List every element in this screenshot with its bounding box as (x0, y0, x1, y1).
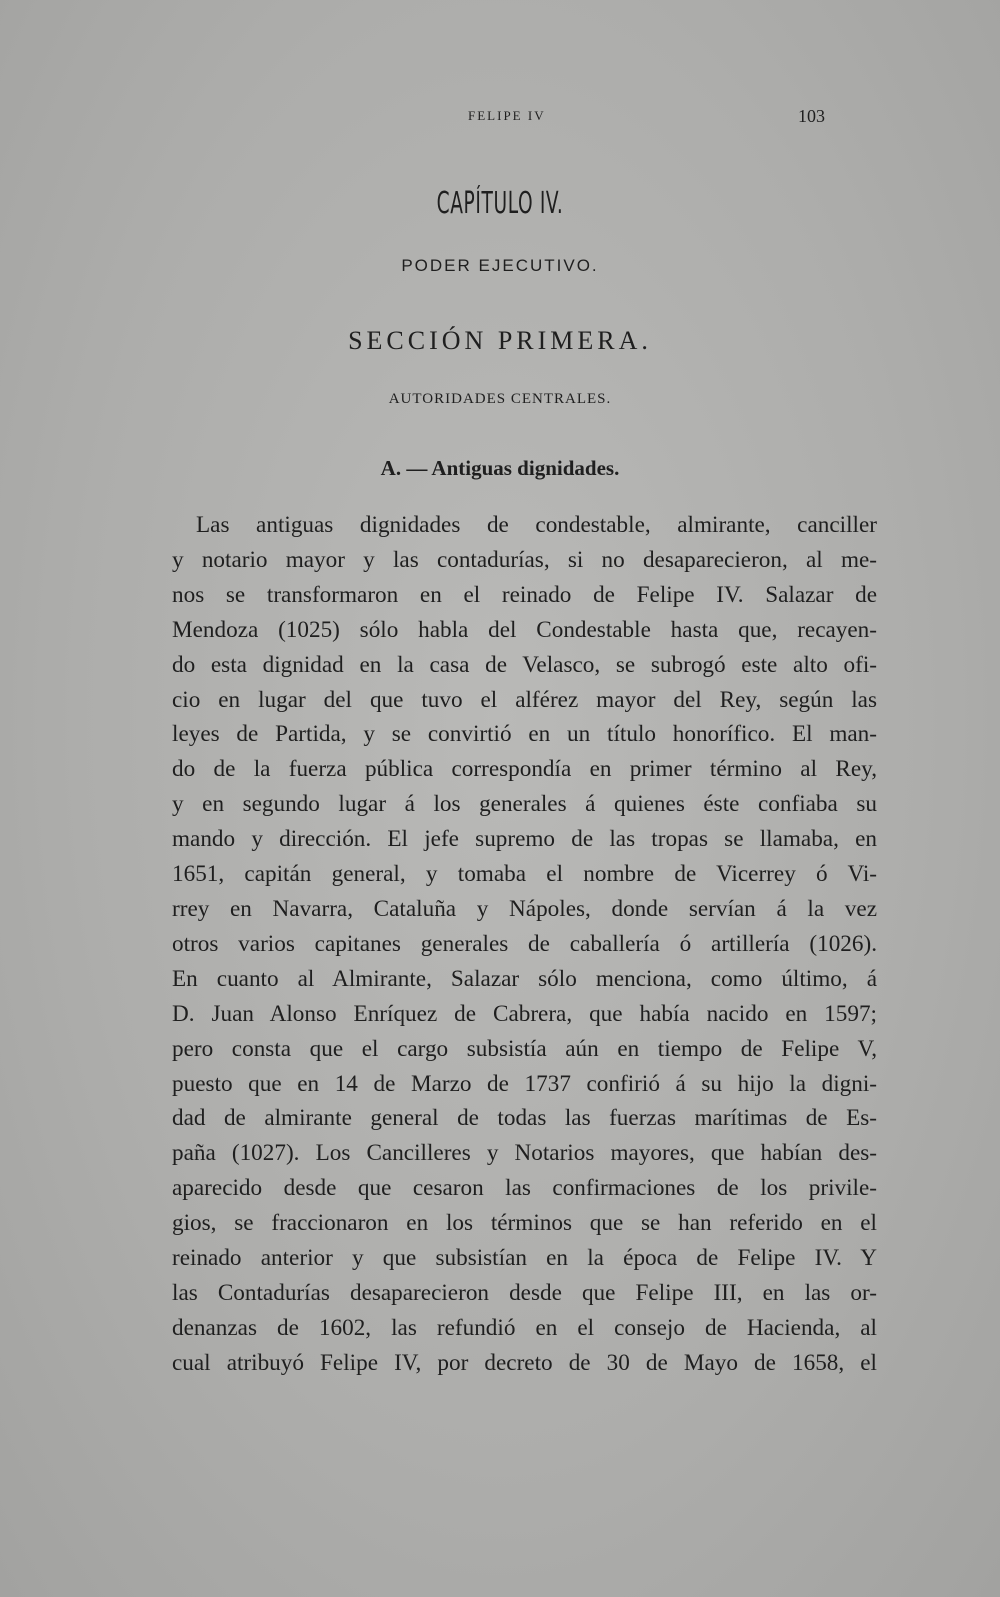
body-line: gios, se fraccionaron en los términos que se han referido en el (172, 1210, 877, 1237)
chapter-title: CAPÍTULO IV. (436, 186, 564, 221)
body-line: mando y dirección. El jefe supremo de las tropas se llamaba, en (172, 826, 877, 853)
body-line: aparecido desde que cesaron las confirmaciones de los privile- (172, 1175, 877, 1202)
body-line: reinado anterior y que subsistían en la época de Felipe IV. Y (172, 1245, 877, 1272)
body-line: do esta dignidad en la casa de Velasco, se subrogó este alto ofi- (172, 651, 877, 678)
section-title: SECCIÓN PRIMERA. (348, 326, 652, 355)
body-line: cio en lugar del que tuvo el alférez mayor del Rey, según las (172, 686, 877, 713)
body-line: dad de almirante general de todas las fuerzas marítimas de Es- (172, 1105, 877, 1132)
body-line: Mendoza (1025) sólo habla del Condestable hasta que, recayen- (172, 616, 877, 643)
subsection-title: A. — Antiguas dignidades. (380, 456, 620, 480)
body-paragraph (172, 508, 877, 1381)
body-line: En cuanto al Almirante, Salazar sólo menciona, como último, á (172, 965, 877, 992)
section-subtitle: AUTORIDADES CENTRALES. (388, 391, 612, 407)
body-line: do de la fuerza pública correspondía en primer término al Rey, (172, 756, 877, 783)
body-line: y notario mayor y las contadurías, si no desaparecieron, al me- (172, 546, 877, 573)
body-line: paña (1027). Los Cancilleres y Notarios mayores, que habían des- (172, 1140, 877, 1167)
body-line: leyes de Partida, y se convirtió en un título honorífico. El man- (172, 721, 877, 748)
body-line: D. Juan Alonso Enríquez de Cabrera, que había nacido en 1597; (172, 1000, 877, 1027)
body-line: nos se transformaron en el reinado de Felipe IV. Salazar de (172, 581, 877, 608)
body-line: pero consta que el cargo subsistía aún en tiempo de Felipe V, (172, 1035, 877, 1062)
body-line: y en segundo lugar á los generales á quienes éste confiaba su (172, 791, 877, 818)
chapter-subtitle: PODER EJECUTIVO. (401, 256, 599, 275)
body-line: las Contadurías desaparecieron desde que Felipe III, en las or- (172, 1279, 877, 1306)
running-head: FELIPE IV (468, 108, 546, 123)
body-line: otros varios capitanes generales de caballería ó artillería (1026). (172, 930, 877, 957)
body-line: cual atribuyó Felipe IV, por decreto de 30 de Mayo de 1658, el (172, 1349, 877, 1376)
body-line: 1651, capitán general, y tomaba el nombre de Vicerrey ó Vi- (172, 861, 877, 888)
body-line: rrey en Navarra, Cataluña y Nápoles, donde servían á la vez (172, 895, 877, 922)
page-number: 103 (798, 106, 825, 126)
body-line: denanzas de 1602, las refundió en el consejo de Hacienda, al (172, 1314, 877, 1341)
body-line: Las antiguas dignidades de condestable, almirante, canciller (196, 512, 877, 538)
body-line: puesto que en 14 de Marzo de 1737 confirió á su hijo la digni- (172, 1070, 877, 1097)
